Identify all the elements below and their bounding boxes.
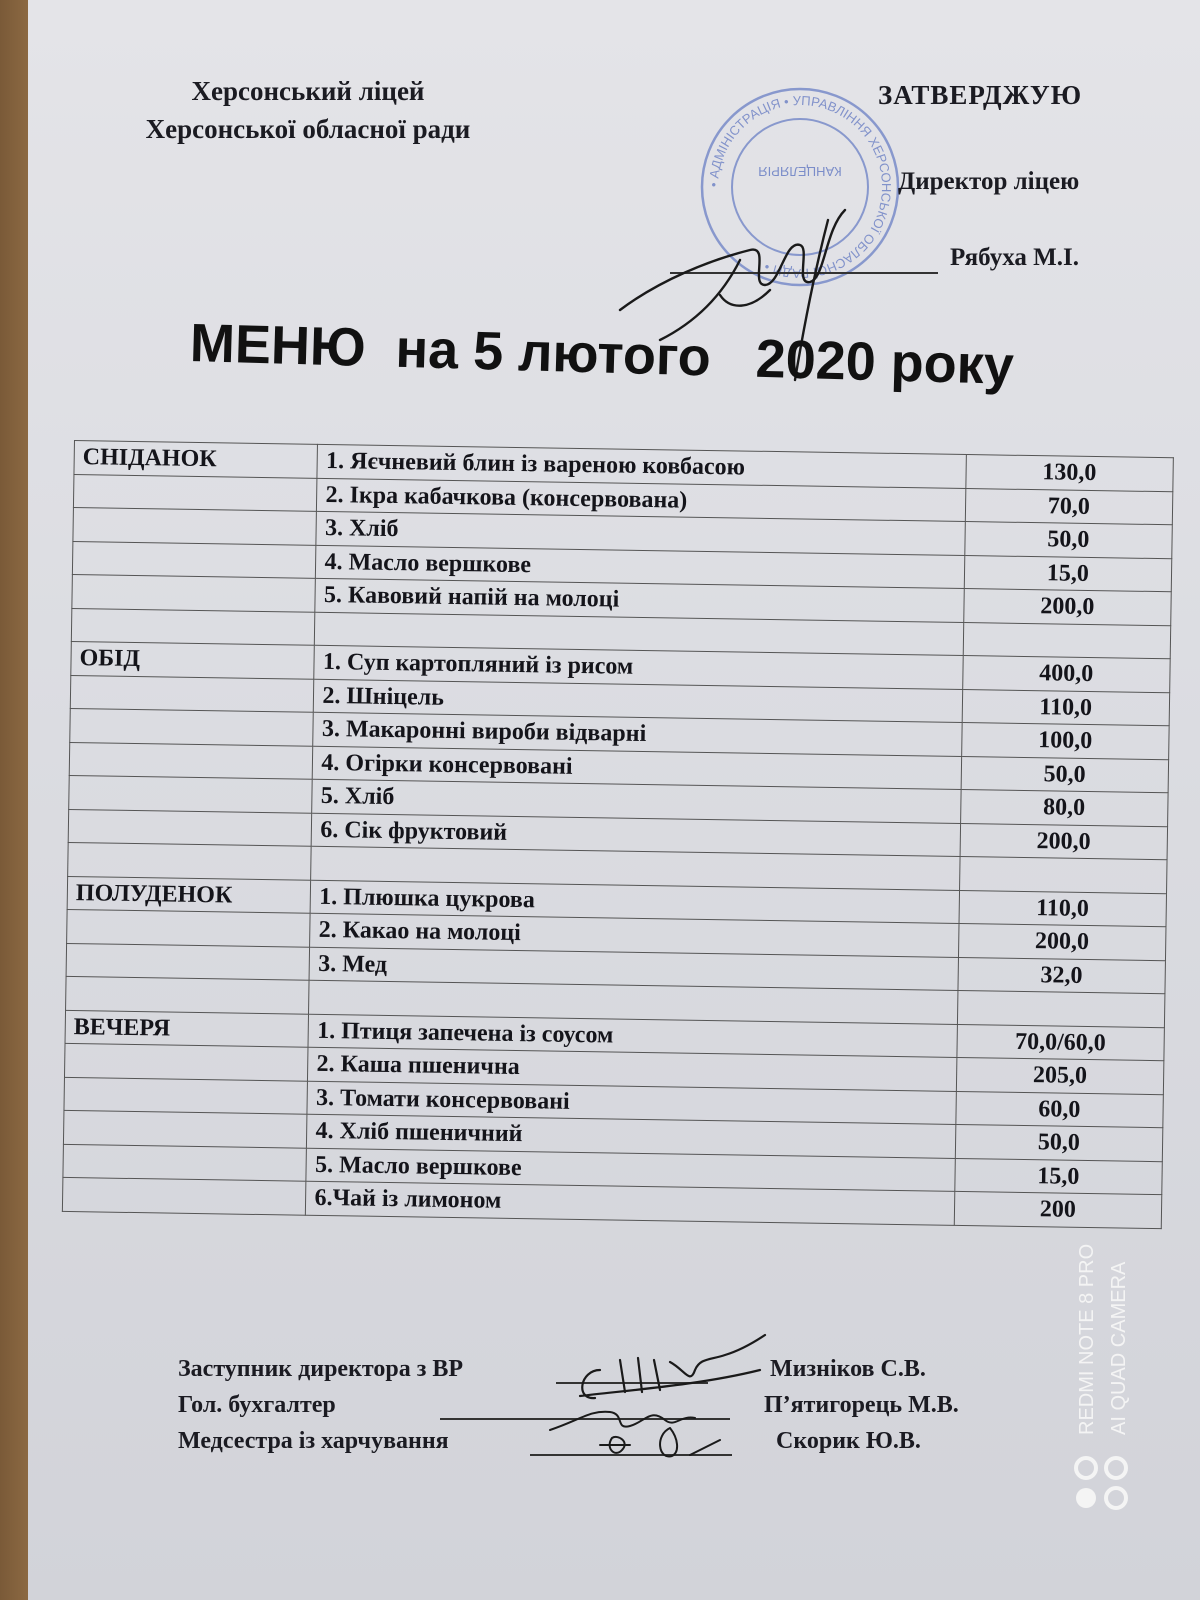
meal-label <box>73 507 317 544</box>
dish-quantity: 15,0 <box>954 1158 1162 1195</box>
dish-quantity: 400,0 <box>962 655 1170 692</box>
meal-label: ОБІД <box>71 641 315 678</box>
watermark-camera: AI QUAD CAMERA <box>1108 1261 1130 1435</box>
dish-name: 2. Каша пшенична <box>308 1047 957 1091</box>
meal-label <box>72 574 316 611</box>
dish-name: 3. Хліб <box>316 511 965 555</box>
dish-name: 1. Яєчневий блин із вареною ковбасою <box>317 444 966 488</box>
dish-name: 5. Масло вершкове <box>306 1148 955 1192</box>
meal-label <box>70 675 314 712</box>
dish-name: 1. Суп картопляний із рисом <box>314 645 963 689</box>
institution-name-line1: Херсонський ліцей <box>191 76 425 106</box>
signature-role: Медсестра із харчування <box>178 1428 449 1454</box>
meal-label <box>64 1043 308 1080</box>
meal-label <box>69 775 313 812</box>
dish-name: 4. Масло вершкове <box>316 545 965 589</box>
meal-label <box>72 541 316 578</box>
meal-label <box>69 742 313 779</box>
dish-quantity <box>957 990 1165 1027</box>
menu-table <box>62 440 1174 1229</box>
dish-quantity: 70,0/60,0 <box>957 1024 1165 1061</box>
dish-quantity: 15,0 <box>964 555 1172 592</box>
meal-label <box>63 1110 307 1147</box>
meal-label <box>71 608 315 645</box>
dish-quantity: 60,0 <box>955 1091 1163 1128</box>
dish-quantity: 200 <box>954 1191 1162 1228</box>
signature-name: Мизніков С.В. <box>770 1356 926 1382</box>
meal-label: СНІДАНОК <box>74 441 318 478</box>
dish-quantity: 50,0 <box>961 756 1169 793</box>
dish-name: 3. Мед <box>309 947 958 991</box>
dish-name: 3. Томати консервовані <box>307 1081 956 1125</box>
watermark-device: REDMI NOTE 8 PRO <box>1076 1243 1098 1435</box>
dish-quantity: 50,0 <box>964 522 1172 559</box>
menu-title: МЕНЮ на 5 лютого 2020 року <box>189 313 1015 396</box>
dish-name: 5. Кавовий напій на молоці <box>315 578 964 622</box>
signature-name: Скорик Ю.В. <box>776 1428 921 1454</box>
dish-name: 6. Сік фруктовий <box>312 813 961 857</box>
dish-quantity: 200,0 <box>958 923 1166 960</box>
dish-name: 2. Какао на молоці <box>310 913 959 957</box>
meal-label <box>66 976 310 1013</box>
dish-quantity: 100,0 <box>961 722 1169 759</box>
dish-quantity <box>963 622 1171 659</box>
director-name: Рябуха М.І. <box>950 244 1079 271</box>
meal-label: ПОЛУДЕНОК <box>67 876 311 913</box>
stamp-outer-text: • АДМІНІСТРАЦІЯ • УПРАВЛІННЯ ХЕРСОНСЬКОЇ ОБЛАСНОЇ РАДИ • <box>705 92 895 282</box>
meal-label <box>66 943 310 980</box>
institution-header <box>78 72 538 148</box>
dish-name: 1. Плюшка цукрова <box>311 880 960 924</box>
institution-name-line2: Херсонської обласної ради <box>145 114 471 144</box>
meal-label <box>68 809 312 846</box>
dish-name: 2. Шніцель <box>314 679 963 723</box>
dish-name: 6.Чай із лимоном <box>306 1181 955 1225</box>
dish-name: 3. Макаронні вироби відварні <box>313 712 962 756</box>
meal-label <box>62 1177 306 1214</box>
dish-name: 2. Ікра кабачкова (консервована) <box>317 478 966 522</box>
meal-label <box>73 474 317 511</box>
dish-name: 5. Хліб <box>312 779 961 823</box>
dish-quantity: 110,0 <box>962 689 1170 726</box>
camera-watermark <box>1068 1190 1148 1520</box>
meal-label <box>70 708 314 745</box>
meal-label <box>67 909 311 946</box>
dish-quantity <box>959 856 1167 893</box>
signature-role: Заступник директора з ВР <box>178 1356 464 1382</box>
dish-name: 4. Огірки консервовані <box>313 746 962 790</box>
meal-label <box>63 1144 307 1181</box>
dish-quantity: 110,0 <box>959 890 1167 927</box>
meal-label <box>68 842 312 879</box>
dish-quantity: 50,0 <box>955 1124 1163 1161</box>
stamp-center-text: КАНЦЕЛЯРІЯ <box>758 164 842 179</box>
dish-name: 4. Хліб пшеничний <box>307 1114 956 1158</box>
signature-name: П’ятигорець М.В. <box>764 1392 959 1418</box>
camera-logo-icon <box>1070 1452 1140 1516</box>
dish-quantity: 200,0 <box>960 823 1168 860</box>
signature-role: Гол. бухгалтер <box>178 1392 336 1418</box>
dish-quantity: 205,0 <box>956 1057 1164 1094</box>
dish-quantity: 70,0 <box>965 488 1173 525</box>
dish-name: 1. Птиця запечена із соусом <box>308 1014 957 1058</box>
dish-quantity: 32,0 <box>958 957 1166 994</box>
meal-label <box>64 1077 308 1114</box>
director-title: Директор ліцею <box>898 168 1080 195</box>
meal-label: ВЕЧЕРЯ <box>65 1010 309 1047</box>
staff-signatures <box>520 1330 800 1470</box>
dish-quantity: 80,0 <box>960 789 1168 826</box>
dish-quantity: 200,0 <box>963 588 1171 625</box>
approve-label: ЗАТВЕРДЖУЮ <box>878 80 1083 110</box>
dish-quantity: 130,0 <box>965 455 1173 492</box>
